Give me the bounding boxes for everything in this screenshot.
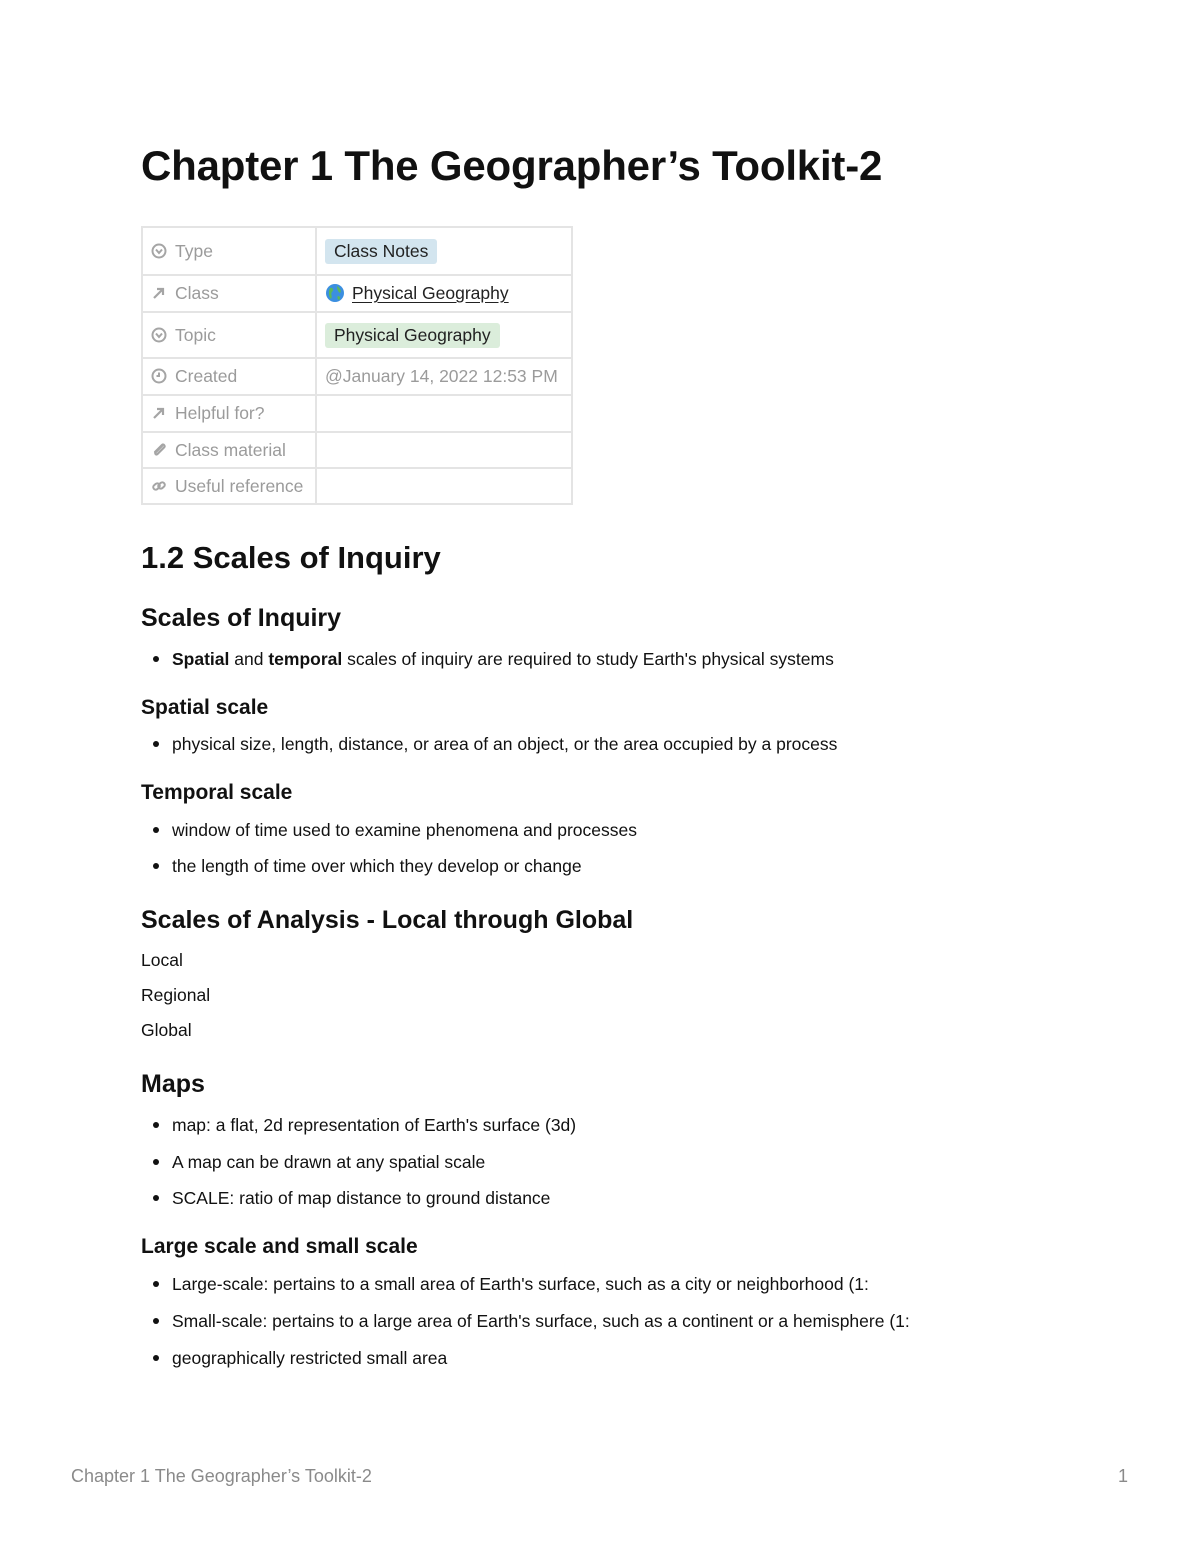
property-row-useful-reference[interactable] [142, 468, 572, 504]
property-key: Class material [142, 432, 316, 468]
footer-title: Chapter 1 The Geographer’s Toolkit-2 [71, 1466, 372, 1486]
paragraph: Global [141, 1020, 192, 1040]
bullet-dot [153, 827, 159, 833]
subsection-heading: Maps [141, 1070, 205, 1098]
subsection-heading: Large scale and small scale [141, 1235, 418, 1258]
bullet-dot [153, 1159, 159, 1165]
property-value[interactable] [316, 432, 572, 468]
type-tag[interactable]: Class Notes [325, 239, 437, 264]
property-value[interactable] [316, 275, 572, 312]
list-item: Small-scale: pertains to a large area of Earth's surface, such as a continent or a hemisphere (1: [141, 1311, 910, 1332]
paragraph: Regional [141, 985, 211, 1005]
property-row-helpful[interactable] [142, 395, 572, 432]
list-item: window of time used to examine phenomena and processes [141, 820, 637, 841]
clock-icon [151, 368, 167, 384]
list-item: physical size, length, distance, or area of an object, or the area occupied by a process [141, 734, 837, 755]
subsection-heading: Spatial scale [141, 696, 269, 719]
property-key: Type [142, 227, 316, 275]
bullet-dot [153, 1195, 159, 1201]
bullet-dot [153, 1355, 159, 1361]
relation-arrow-icon [151, 405, 167, 421]
property-value[interactable] [316, 395, 572, 432]
select-icon [151, 243, 167, 259]
topic-tag[interactable]: Physical Geography [325, 323, 500, 348]
list-item: Large-scale: pertains to a small area of Earth's surface, such as a city or neighborhood (1: [141, 1274, 869, 1295]
property-key: Class [142, 275, 316, 312]
property-key: Useful reference [142, 468, 316, 504]
section-heading: 1.2 Scales of Inquiry [141, 540, 441, 575]
list-item: Spatial and temporal scales of inquiry are required to study Earth's physical systems [141, 649, 834, 670]
bullet-dot [153, 1281, 159, 1287]
list-item: A map can be drawn at any spatial scale [141, 1152, 485, 1173]
bullet-dot [153, 863, 159, 869]
list-item: map: a flat, 2d representation of Earth's surface (3d) [141, 1115, 576, 1136]
property-value[interactable] [316, 227, 572, 275]
list-item: SCALE: ratio of map distance to ground distance [141, 1188, 550, 1209]
page-title: Chapter 1 The Geographer’s Toolkit-2 [141, 142, 883, 189]
link-icon [151, 478, 167, 494]
bullet-dot [153, 1122, 159, 1128]
properties-table [141, 226, 573, 505]
property-row-class[interactable] [142, 275, 572, 312]
bullet-dot [153, 741, 159, 747]
subsection-heading: Scales of Analysis - Local through Global [141, 906, 634, 934]
globe-icon [325, 283, 345, 303]
subsection-heading: Scales of Inquiry [141, 604, 342, 632]
select-icon [151, 327, 167, 343]
property-key: Topic [142, 312, 316, 358]
bullet-dot [153, 656, 159, 662]
property-row-class-material[interactable] [142, 432, 572, 468]
list-item: geographically restricted small area [141, 1348, 447, 1369]
property-row-topic[interactable] [142, 312, 572, 358]
paperclip-icon [151, 442, 167, 458]
paragraph: Local [141, 950, 183, 970]
property-key: Created [142, 358, 316, 395]
bullet-dot [153, 1318, 159, 1324]
list-item: the length of time over which they develop or change [141, 856, 582, 877]
property-value: @January 14, 2022 12:53 PM [316, 358, 572, 395]
subsection-heading: Temporal scale [141, 781, 293, 804]
property-row-type[interactable] [142, 227, 572, 275]
property-row-created [142, 358, 572, 395]
property-value[interactable] [316, 312, 572, 358]
property-value[interactable] [316, 468, 572, 504]
page-number: 1 [1118, 1466, 1129, 1486]
relation-arrow-icon [151, 285, 167, 301]
property-key: Helpful for? [142, 395, 316, 432]
class-link[interactable]: Physical Geography [352, 283, 509, 303]
